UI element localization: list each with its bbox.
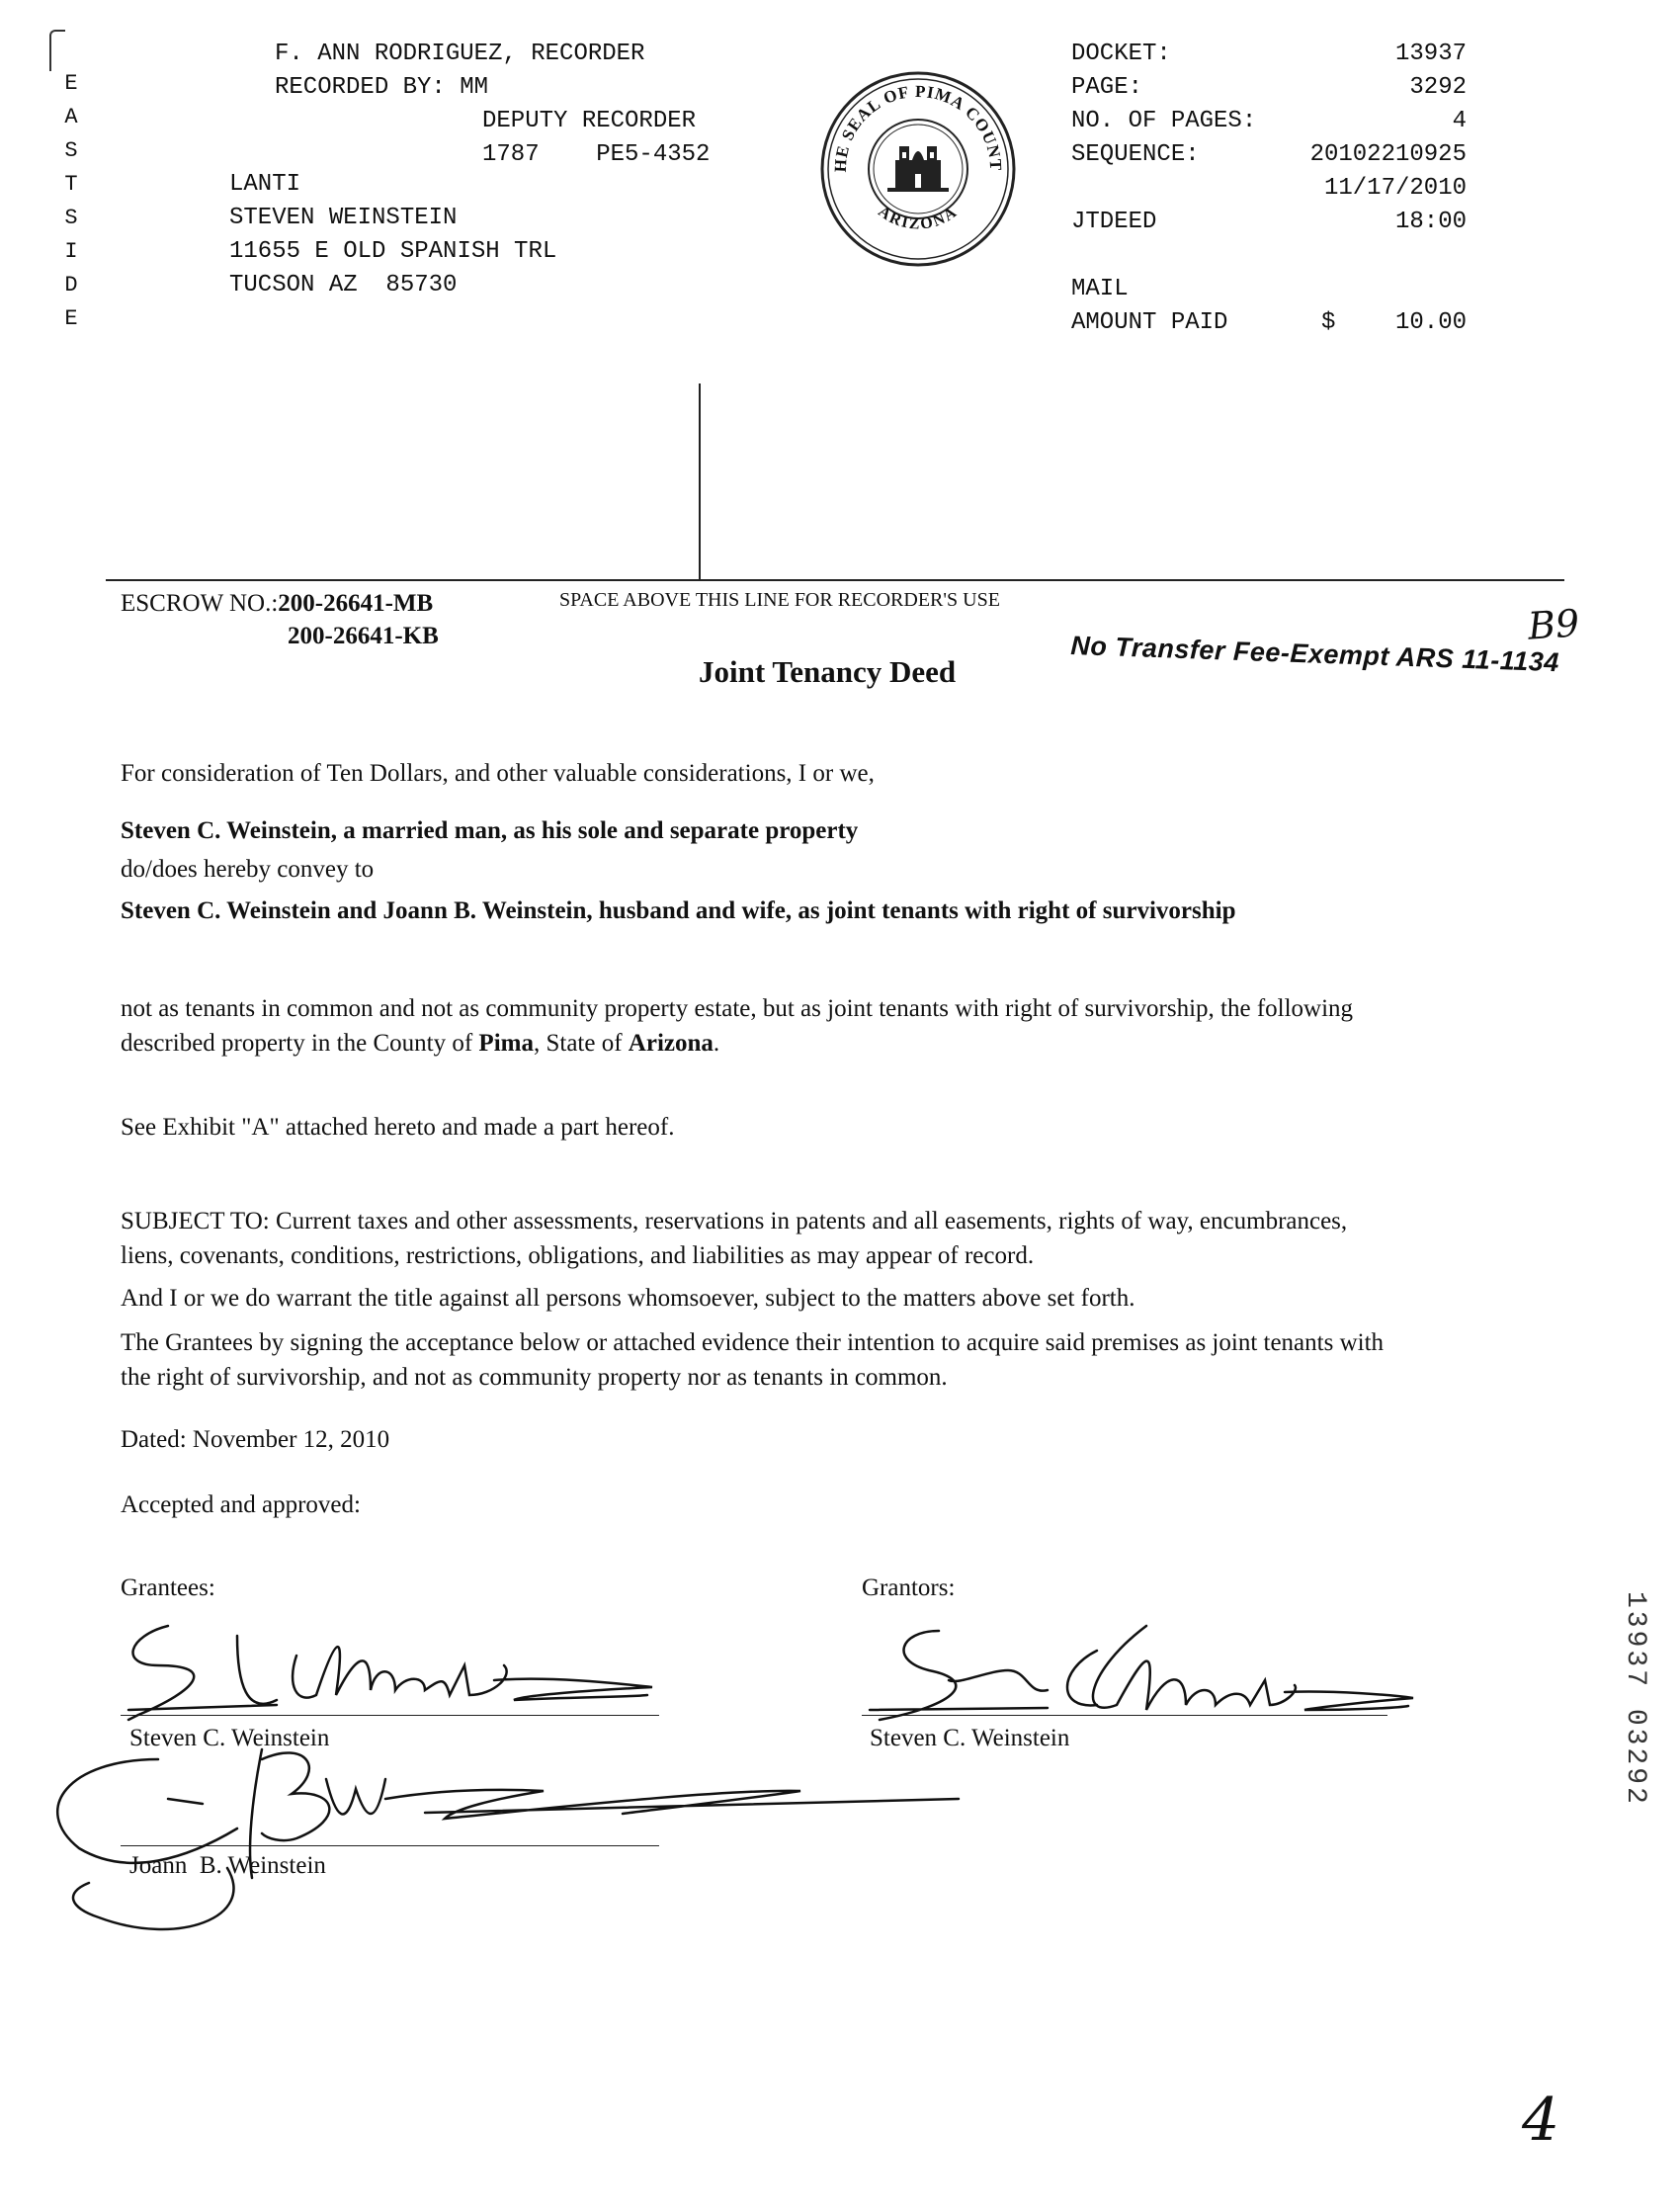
address-line: TUCSON AZ 85730 bbox=[229, 272, 458, 298]
side-letter: S bbox=[64, 206, 78, 230]
pages-label: NO. OF PAGES: bbox=[1071, 108, 1257, 134]
page-label: PAGE: bbox=[1071, 74, 1143, 101]
document-title: Joint Tenancy Deed bbox=[699, 654, 957, 689]
mail-label: MAIL bbox=[1071, 276, 1129, 302]
convey-text: do/does hereby convey to bbox=[121, 856, 375, 883]
address-line: STEVEN WEINSTEIN bbox=[229, 205, 458, 231]
seal-top-text: HE SEAL OF PIMA COUNT bbox=[830, 81, 1006, 173]
escrow-number bbox=[121, 587, 433, 620]
grantee2-name: Joann B. Weinstein bbox=[129, 1852, 326, 1879]
grantees-intent-line-1: The Grantees by signing the acceptance below or attached evidence their intention to acquire said premises as joint tenants with bbox=[121, 1329, 1385, 1356]
pima-county-seal bbox=[818, 69, 1018, 269]
tenancy-prefix: described property in the County of bbox=[121, 1030, 479, 1057]
grantee2-signature-image bbox=[30, 1720, 978, 1947]
tenancy-line-1: not as tenants in common and not as community property estate, but as joint tenants with right of survivorship, the following bbox=[121, 995, 1354, 1022]
accepted-line: Accepted and approved: bbox=[121, 1491, 361, 1518]
recording-info bbox=[1071, 38, 1467, 340]
seal-bottom-text: ARIZONA bbox=[875, 203, 962, 233]
tenancy-mid: , State of bbox=[533, 1030, 629, 1057]
doc-type: JTDEED bbox=[1071, 209, 1157, 235]
recorded-by: RECORDED BY: MM bbox=[275, 74, 489, 101]
recorder-use-note: SPACE ABOVE THIS LINE FOR RECORDER'S USE bbox=[559, 589, 1000, 611]
state-name: Arizona bbox=[628, 1030, 714, 1057]
grantee-description: Steven C. Weinstein and Joann B. Weinstein, husband and wife, as joint tenants with right of survivorship bbox=[121, 897, 1236, 924]
grantees-intent-line-2: the right of survivorship, and not as community property nor as tenants in common. bbox=[121, 1364, 948, 1391]
currency-symbol: $ bbox=[1321, 309, 1336, 336]
address-line: LANTI bbox=[229, 171, 301, 198]
sequence-number: 20102210925 bbox=[1309, 141, 1467, 168]
grantor-name: Steven C. Weinstein bbox=[870, 1725, 1070, 1751]
tenancy-line-2 bbox=[121, 1027, 1544, 1060]
amount-paid: 10.00 bbox=[1394, 309, 1467, 336]
deputy-code: 1787 PE5-4352 bbox=[482, 141, 711, 168]
grantors-label: Grantors: bbox=[862, 1574, 956, 1601]
handwritten-page-mark: 4 bbox=[1522, 2085, 1560, 2155]
sequence-label: SEQUENCE: bbox=[1071, 141, 1200, 168]
subject-to-line-2: liens, covenants, conditions, restrictions, obligations, and liabilities as may appear of record. bbox=[121, 1242, 1035, 1269]
side-letter: D bbox=[64, 273, 78, 298]
eastside-vertical-label bbox=[59, 67, 83, 336]
county-name: Pima bbox=[478, 1030, 534, 1057]
corner-mark bbox=[49, 30, 65, 71]
tenancy-end: . bbox=[713, 1030, 720, 1057]
grantor-description: Steven C. Weinstein, a married man, as his sole and separate property bbox=[121, 817, 859, 844]
handwritten-code: B9 bbox=[1526, 601, 1581, 648]
dated-line: Dated: November 12, 2010 bbox=[121, 1426, 390, 1453]
escrow-number-1: 200-26641-MB bbox=[278, 590, 434, 617]
grantee1-name: Steven C. Weinstein bbox=[129, 1725, 330, 1751]
page-number: 3292 bbox=[1409, 74, 1467, 101]
svg-text:ARIZONA bbox=[875, 204, 961, 233]
page-count: 4 bbox=[1452, 108, 1467, 134]
docket-number: 13937 bbox=[1394, 41, 1467, 67]
side-letter: A bbox=[64, 105, 78, 129]
exhibit-reference: See Exhibit "A" attached hereto and made a part hereof. bbox=[121, 1114, 675, 1141]
recorder-use-line bbox=[106, 579, 1564, 581]
warranty-text: And I or we do warrant the title against all persons whomsoever, subject to the matters above set forth. bbox=[121, 1285, 1135, 1312]
return-address bbox=[229, 168, 556, 302]
grantees-label: Grantees: bbox=[121, 1574, 215, 1601]
side-letter: T bbox=[64, 172, 78, 197]
consideration-text: For consideration of Ten Dollars, and other valuable considerations, I or we, bbox=[121, 760, 875, 787]
vertical-divider bbox=[699, 383, 701, 579]
grantor-signature-image bbox=[860, 1611, 1453, 1730]
margin-document-number: 13937 03292 bbox=[1620, 1591, 1650, 1807]
escrow-number-2: 200-26641-KB bbox=[288, 623, 439, 649]
side-letter: S bbox=[64, 138, 78, 163]
recording-date: 11/17/2010 bbox=[1323, 175, 1467, 202]
transfer-fee-stamp: No Transfer Fee-Exempt ARS 11-1134 bbox=[1069, 631, 1560, 678]
recording-time: 18:00 bbox=[1394, 209, 1467, 235]
subject-to-line-1: SUBJECT TO: Current taxes and other assessments, reservations in patents and all easements, rights of way, encumbrances, bbox=[121, 1208, 1348, 1234]
side-letter: E bbox=[64, 71, 78, 96]
recorder-name: F. ANN RODRIGUEZ, RECORDER bbox=[275, 41, 645, 67]
deputy-recorder: DEPUTY RECORDER bbox=[482, 108, 697, 134]
escrow-label: ESCROW NO.: bbox=[121, 590, 279, 617]
side-letter: I bbox=[64, 239, 78, 264]
address-line: 11655 E OLD SPANISH TRL bbox=[229, 238, 557, 265]
side-letter: E bbox=[64, 306, 78, 331]
docket-label: DOCKET: bbox=[1071, 41, 1171, 67]
amount-label: AMOUNT PAID bbox=[1071, 309, 1228, 336]
